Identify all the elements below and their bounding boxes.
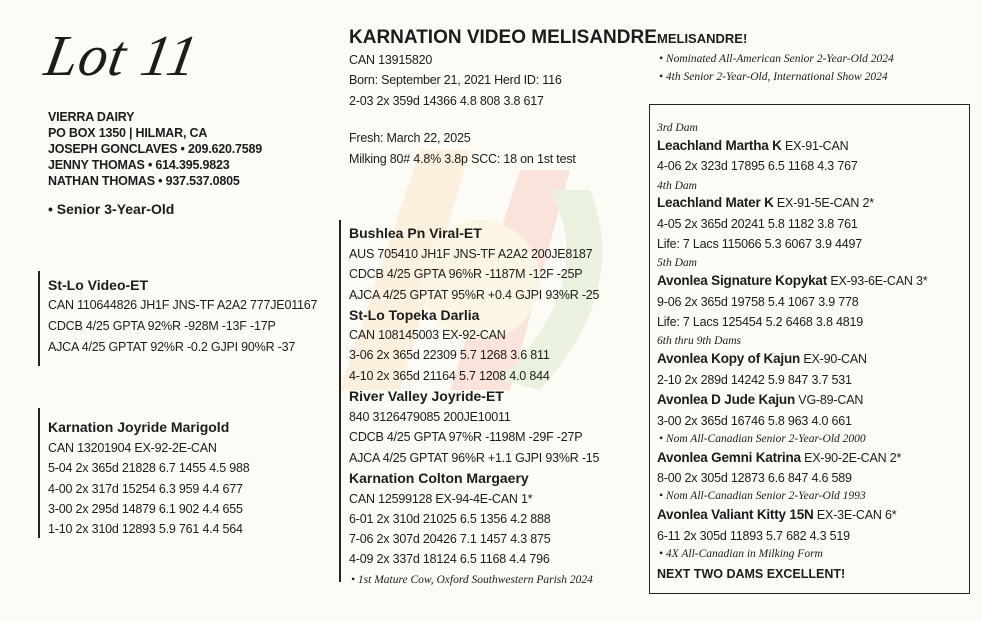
dam-entry-line: Life: 7 Lacs 125454 5.2 6468 3.8 4819 xyxy=(657,315,863,329)
dam-entry-title xyxy=(657,138,848,154)
dam-line: 4-00 2x 317d 15254 6.3 959 4.4 677 xyxy=(48,482,243,496)
dam-entry-title xyxy=(657,273,927,289)
pedigree-line: CAN 12599128 EX-94-4E-CAN 1* xyxy=(349,492,533,506)
sire-name: St-Lo Video-ET xyxy=(48,277,149,293)
dam-entry-class: EX-90-CAN xyxy=(800,352,867,366)
pedigree-line: 7-06 2x 307d 20426 7.1 1457 4.3 875 xyxy=(349,532,551,546)
highlights-title: MELISANDRE! xyxy=(657,31,748,46)
dam-entry-line: 3-00 2x 365d 16746 5.8 963 4.0 661 xyxy=(657,414,852,428)
fresh-date: Fresh: March 22, 2025 xyxy=(349,131,471,145)
animal-record: 2-03 2x 359d 14366 4.8 808 3.8 617 xyxy=(349,94,544,108)
dam-entry-title xyxy=(657,507,896,523)
pedigree-sire-name: Bushlea Pn Viral-ET xyxy=(349,225,482,241)
center-bracket xyxy=(339,220,341,582)
dam-entry-class: EX-3E-CAN 6* xyxy=(813,508,897,522)
dam-entry-line: 6-11 2x 305d 11893 5.7 682 4.3 519 xyxy=(657,529,850,543)
dam-entry-name: Avonlea Kopy of Kajun xyxy=(657,351,801,366)
pedigree-line: CDCB 4/25 GPTA 97%R -1198M -29F -27P xyxy=(349,430,583,444)
consignor-address: PO BOX 1350 | HILMAR, CA xyxy=(48,126,208,140)
pedigree-line: AJCA 4/25 GPTAT 96%R +1.1 GJPI 93%R -15 xyxy=(349,451,600,465)
dam-line: CAN 13201904 EX-92-2E-CAN xyxy=(48,441,217,455)
pedigree-line: CDCB 4/25 GPTA 96%R -1187M -12F -25P xyxy=(349,267,583,281)
sire-line: CDCB 4/25 GPTA 92%R -928M -13F -17P xyxy=(48,319,276,333)
dam-entry-title xyxy=(657,450,901,466)
dam-entry-name: Avonlea Gemni Katrina xyxy=(657,450,801,465)
dam-entry-class: VG-89-CAN xyxy=(795,393,864,407)
consignor-name: VIERRA DAIRY xyxy=(48,110,135,124)
pedigree-line: 6-01 2x 310d 21025 6.5 1356 4.2 888 xyxy=(349,512,551,526)
sire-line: CAN 110644826 JH1F JNS-TF A2A2 777JE01167 xyxy=(48,298,318,312)
dam-entry-line: 4-05 2x 365d 20241 5.8 1182 3.8 761 xyxy=(657,217,858,231)
dam-entry-title xyxy=(657,195,874,211)
dam-entry-class: EX-90-2E-CAN 2* xyxy=(800,451,902,465)
pedigree-line: AUS 705410 JH1F JNS-TF A2A2 200JE8187 xyxy=(349,247,593,261)
dam-bracket xyxy=(38,408,40,538)
dam-line: 5-04 2x 365d 21828 6.7 1455 4.5 988 xyxy=(48,461,250,475)
lot-number: Lot 11 xyxy=(40,23,204,88)
animal-born: Born: September 21, 2021 Herd ID: 116 xyxy=(349,73,562,87)
dam-entry-note: • Nom All-Canadian Senior 2-Year-Old 2000 xyxy=(659,433,866,445)
dam-entry-note: • 4X All-Canadian in Milking Form xyxy=(659,548,823,560)
sire-line: AJCA 4/25 GPTAT 92%R -0.2 GJPI 90%R -37 xyxy=(48,340,296,354)
dam-entry-line: Life: 7 Lacs 115066 5.3 6067 3.9 4497 xyxy=(657,237,863,251)
contact-line: NATHAN THOMAS • 937.537.0805 xyxy=(48,174,240,188)
dam-generation-label: 5th Dam xyxy=(657,257,697,269)
dam-entry-note: • Nom All-Canadian Senior 2-Year-Old 1993 xyxy=(659,490,866,502)
pedigree-line: 3-06 2x 365d 22309 5.7 1268 3.6 811 xyxy=(349,348,550,362)
dam-entry-line: 2-10 2x 289d 14242 5.9 847 3.7 531 xyxy=(657,373,852,387)
dam-line: 3-00 2x 295d 14879 6.1 902 4.4 655 xyxy=(48,502,243,516)
dam-entry-class: EX-91-CAN xyxy=(781,139,849,153)
dam-entry-class: EX-91-5E-CAN 2* xyxy=(773,196,874,210)
dam-entry-name: Avonlea Signature Kopykat xyxy=(657,273,828,288)
pedigree-line: 4-09 2x 337d 18124 6.5 1168 4.4 796 xyxy=(349,552,550,566)
dam-generation-label: 4th Dam xyxy=(657,180,697,192)
pedigree-line: AJCA 4/25 GPTAT 95%R +0.4 GJPI 93%R -25 xyxy=(349,288,600,302)
show-note: • 1st Mature Cow, Oxford Southwestern Parish 2024 xyxy=(351,574,593,586)
dam-entry-line: 8-00 2x 305d 12873 6.6 847 4.6 589 xyxy=(657,471,852,485)
dam-entry-name: Leachland Martha K xyxy=(657,138,782,153)
highlight-item: • Nominated All-American Senior 2-Year-Old 2024 xyxy=(659,53,894,65)
age-class: • Senior 3-Year-Old xyxy=(48,201,175,217)
dams-footer: NEXT TWO DAMS EXCELLENT! xyxy=(657,567,846,581)
animal-registration: CAN 13915820 xyxy=(349,53,433,67)
dam-entry-class: EX-93-6E-CAN 3* xyxy=(827,274,928,288)
pedigree-line: 840 3126479085 200JE10011 xyxy=(349,410,511,424)
pedigree-sire-name: River Valley Joyride-ET xyxy=(349,388,504,404)
dam-entry-name: Avonlea Valiant Kitty 15N xyxy=(657,507,814,522)
dam-entry-line: 9-06 2x 365d 19758 5.4 1067 3.9 778 xyxy=(657,295,859,309)
dam-generation-label: 6th thru 9th Dams xyxy=(657,335,742,347)
milking-info: Milking 80# 4.8% 3.8p SCC: 18 on 1st test xyxy=(349,152,576,166)
dam-entry-line: 4-06 2x 323d 17895 6.5 1168 4.3 767 xyxy=(657,159,858,173)
pedigree-line: 4-10 2x 365d 21164 5.7 1208 4.0 844 xyxy=(349,369,550,383)
animal-name: KARNATION VIDEO MELISANDRE xyxy=(349,27,657,48)
contact-line: JENNY THOMAS • 614.395.9823 xyxy=(48,158,230,172)
dam-entry-title xyxy=(657,392,863,408)
contact-line: JOSEPH GONCLAVES • 209.620.7589 xyxy=(48,142,263,156)
dam-entry-name: Leachland Mater K xyxy=(657,195,774,210)
highlight-item: • 4th Senior 2-Year-Old, International Show 2024 xyxy=(659,71,888,83)
dam-line: 1-10 2x 310d 12893 5.9 761 4.4 564 xyxy=(48,522,243,536)
pedigree-line: CAN 108145003 EX-92-CAN xyxy=(349,328,506,342)
sire-bracket xyxy=(38,271,40,366)
dam-generation-label: 3rd Dam xyxy=(657,122,698,134)
dam-name: Karnation Joyride Marigold xyxy=(48,419,230,435)
dam-entry-title xyxy=(657,351,867,367)
pedigree-dam-name: St-Lo Topeka Darlia xyxy=(349,307,480,323)
pedigree-dam-name: Karnation Colton Margaery xyxy=(349,470,529,486)
dam-entry-name: Avonlea D Jude Kajun xyxy=(657,392,796,407)
